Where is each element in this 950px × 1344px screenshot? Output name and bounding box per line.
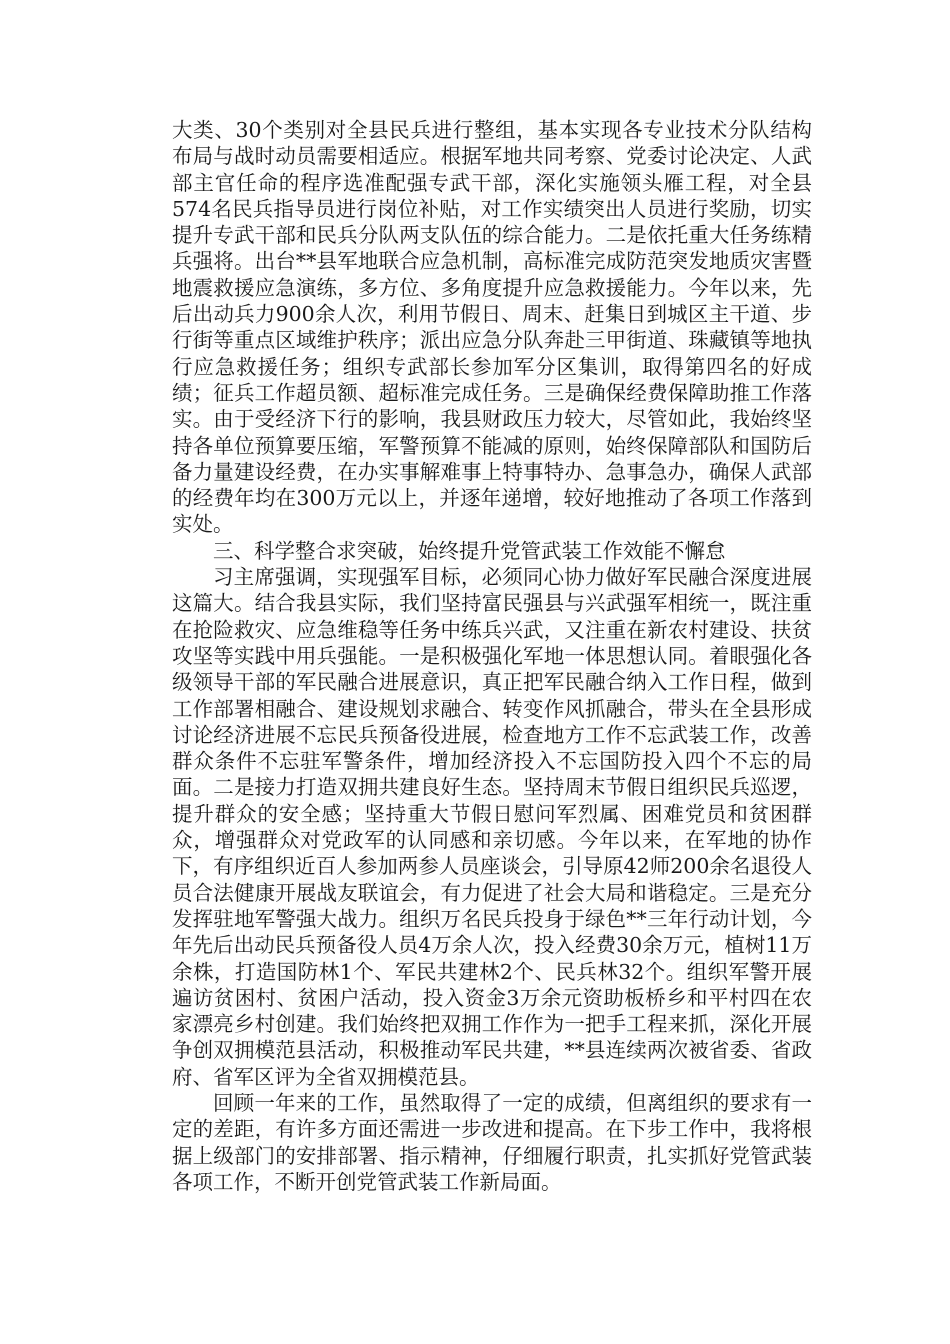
paragraph-section-3: 习主席强调，实现强军目标，必须同心协力做好军民融合深度进展这篇大。结合我县实际，我们坚持富民强县与兴武强军相统一，既注重在抢险救灾、应急维稳等任务中练兵兴武，又注重在新农村建设、扶贫攻坚等实践中用兵强能。一是积极强化军地一体思想认同。着眼强化各级领导干部的军民融合进展意识，真正把军民融合纳入工作日程，做到工作部署相融合、建设规划求融合、转变作风抓融合，带头在全县形成讨论经济进展不忘民兵预备役进展，检查地方工作不忘武装工作，改善群众条件不忘驻军警条件，增加经济投入不忘国防投入四个不忘的局面。二是接力打造双拥共建良好生态。坚持周末节假日组织民兵巡逻，提升群众的安全感；坚持重大节假日慰问军烈属、困难党员和贫困群众，增强群众对党政军的认同感和亲切感。今年以来，在军地的协作下，有序组织近百人参加两参人员座谈会，引导原42师200余名退役人员合法健康开展战友联谊会，有力促进了社会大局和谐稳定。三是充分发挥驻地军警强大战力。组织万名民兵投身于绿色**三年行动计划，今年先后出动民兵预备役人员4万余人次，投入经费30余万元，植树11万余株，打造国防林1个、军民共建林2个、民兵林32个。组织军警开展遍访贫困村、贫困户活动，投入资金3万余元资助板桥乡和平村四在农家漂亮乡村创建。我们始终把双拥工作作为一把手工程来抓，深化开展争创双拥模范县活动，积极推动军民共建，**县连续两次被省委、省政府、省军区评为全省双拥模范县。	[172, 565, 812, 1089]
paragraph-conclusion: 回顾一年来的工作，虽然取得了一定的成绩，但离组织的要求有一定的差距，有许多方面还需进一步改进和提高。在下步工作中，我将根据上级部门的安排部署、指示精神，仔细履行职责，扎实抓好党管武装各项工作，不断开创党管武装工作新局面。	[172, 1090, 812, 1194]
document-body	[172, 117, 812, 1195]
section-heading-3: 三、科学整合求突破，始终提升党管武装工作效能不懈怠	[213, 538, 726, 563]
paragraph-continued: 大类、30个类别对全县民兵进行整组，基本实现各专业技术分队结构布局与战时动员需要相适应。根据军地共同考察、党委讨论决定、人武部主官任命的程序选准配强专武干部，深化实施领头雁工程，对全县574名民兵指导员进行岗位补贴，对工作实绩突出人员进行奖励，切实提升专武干部和民兵分队两支队伍的综合能力。二是依托重大任务练精兵强将。出台**县军地联合应急机制，高标准完成防范突发地质灾害暨地震救援应急演练，多方位、多角度提升应急救援能力。今年以来，先后出动兵力900余人次，利用节假日、周末、赶集日到城区主干道、步行街等重点区域维护秩序；派出应急分队奔赴三甲街道、珠藏镇等地执行应急救援任务；组织专武部长参加军分区集训，取得第四名的好成绩；征兵工作超员额、超标准完成任务。三是确保经费保障助推工作落实。由于受经济下行的影响，我县财政压力较大，尽管如此，我始终坚持各单位预算要压缩，军警预算不能减的原则，始终保障部队和国防后备力量建设经费，在办实事解难事上特事特办、急事急办，确保人武部的经费年均在300万元以上，并逐年递增，较好地推动了各项工作落到实处。	[172, 118, 812, 537]
